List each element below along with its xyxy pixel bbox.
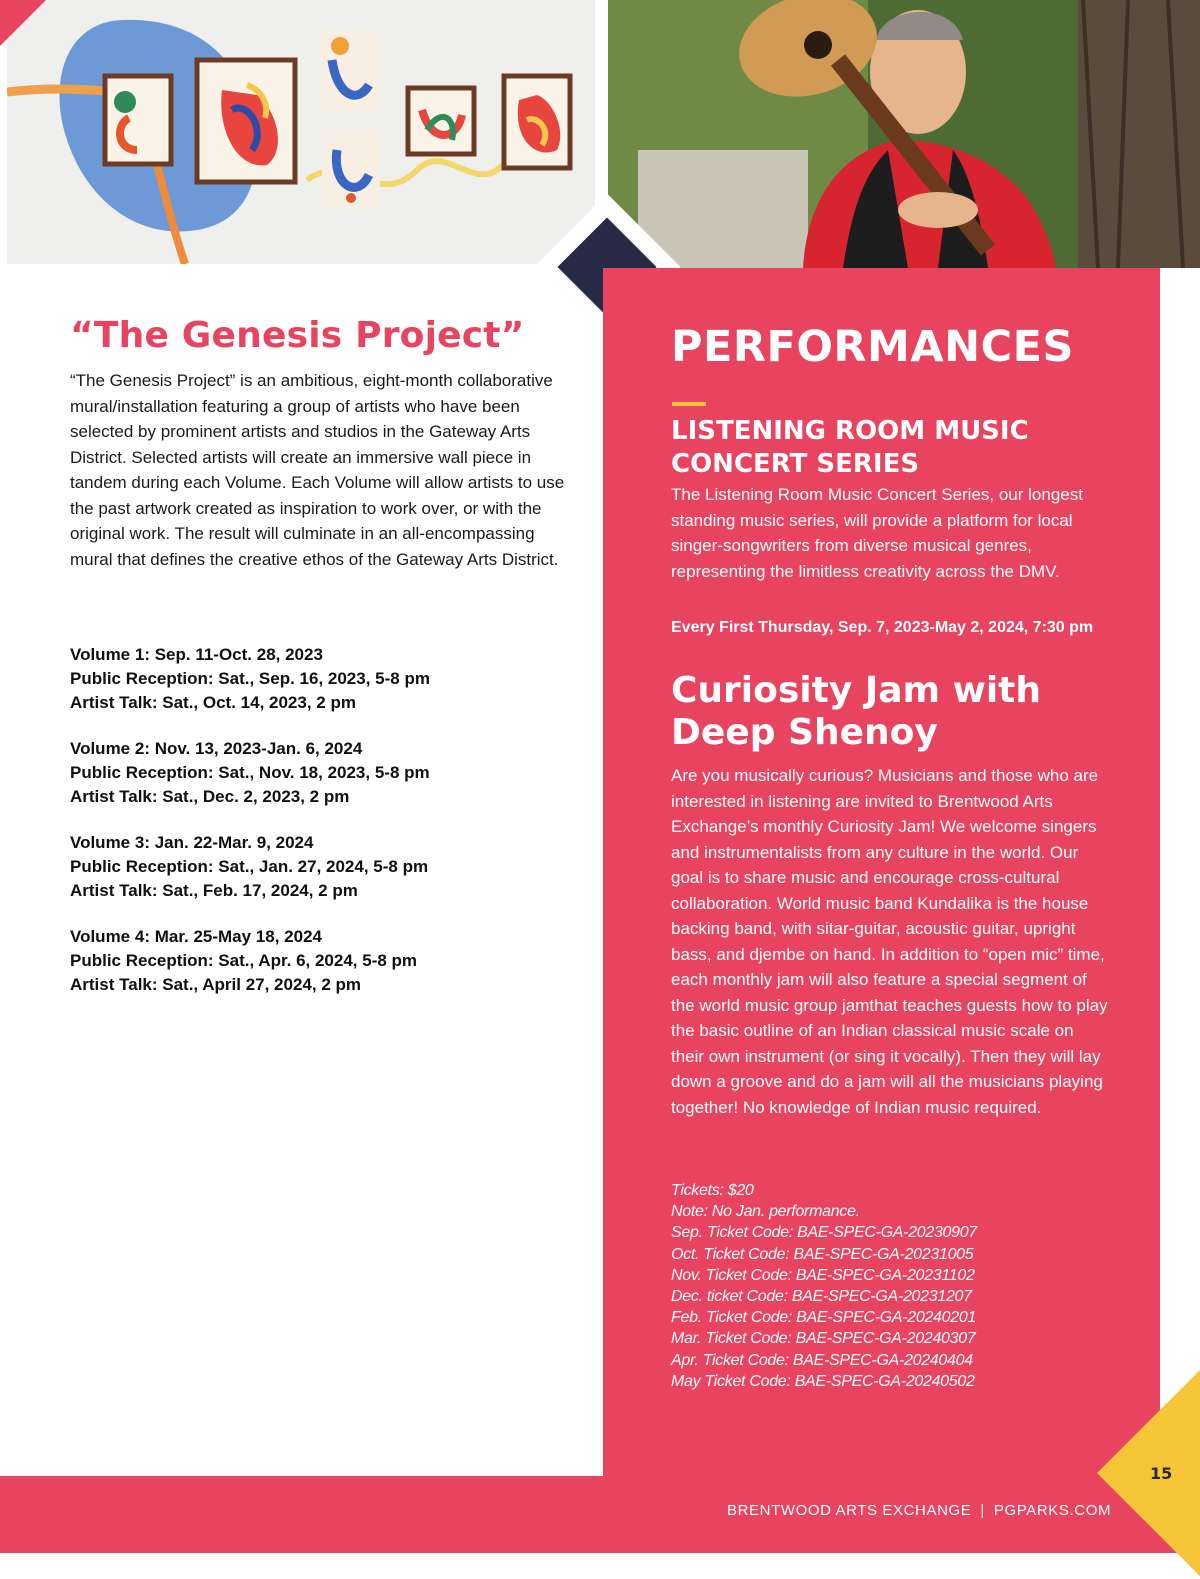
volume-3-schedule	[70, 831, 570, 903]
volume-artist-talk: Artist Talk: Sat., April 27, 2024, 2 pm	[70, 975, 361, 994]
footer	[727, 1502, 1111, 1519]
ticket-code: May Ticket Code: BAE-SPEC-GA-20240502	[671, 1372, 975, 1390]
gallery-photo	[7, 0, 595, 264]
volume-artist-talk: Artist Talk: Sat., Oct. 14, 2023, 2 pm	[70, 693, 356, 712]
ticket-code: Dec. ticket Code: BAE-SPEC-GA-20231207	[671, 1288, 972, 1306]
genesis-description: “The Genesis Project” is an ambitious, eight-month collaborative mural/installation featuring a group of artists who have been selected by prominent artists and studios in the Gateway Arts District. Selected artists will create an immersive wall piece in tandem during each Volume. Each Volume will allow artists to use the past artwork created as inspiration to work over, or with the original work. The result will culminate in an all-encompassing mural that defines the creative ethos of the Gateway Arts District.	[70, 371, 565, 569]
volume-dates: Volume 3: Jan. 22-Mar. 9, 2024	[70, 833, 314, 852]
footer-separator: |	[980, 1502, 985, 1519]
accent-dash	[672, 402, 706, 406]
series-description: The Listening Room Music Concert Series, our longest standing music series, will provide a platform for local singer-songwriters from diverse musical genres, representing the limitless creativity across the DMV.	[671, 485, 1083, 581]
volume-reception: Public Reception: Sat., Sep. 16, 2023, 5-8 pm	[70, 669, 430, 688]
corner-accent	[0, 0, 46, 46]
ticket-price: Tickets: $20	[671, 1182, 754, 1199]
footer-org: BRENTWOOD ARTS EXCHANGE	[727, 1502, 972, 1519]
page-number: 15	[1150, 1464, 1173, 1483]
ticket-info	[671, 1180, 1111, 1392]
volume-reception: Public Reception: Sat., Apr. 6, 2024, 5-8 pm	[70, 951, 418, 970]
volume-2-schedule	[70, 737, 570, 809]
volume-dates: Volume 1: Sep. 11-Oct. 28, 2023	[70, 645, 323, 664]
performer-photo	[608, 0, 1200, 268]
volume-reception: Public Reception: Sat., Jan. 27, 2024, 5-8 pm	[70, 857, 429, 876]
volume-reception: Public Reception: Sat., Nov. 18, 2023, 5-8 pm	[70, 763, 430, 782]
volume-artist-talk: Artist Talk: Sat., Feb. 17, 2024, 2 pm	[70, 881, 358, 900]
volume-4-schedule	[70, 925, 570, 997]
volume-dates: Volume 4: Mar. 25-May 18, 2024	[70, 927, 322, 946]
footer-site: PGPARKS.COM	[993, 1502, 1112, 1519]
series-title: LISTENING ROOM MUSIC CONCERT SERIES	[671, 416, 1029, 479]
ticket-code: Oct. Ticket Code: BAE-SPEC-GA-20231005	[671, 1245, 974, 1263]
jam-description: Are you musically curious? Musicians and those who are interested in listening are invited to Brentwood Arts Exchange’s monthly Curiosity Jam! We welcome singers and instrumentalists from any culture in the world. Our goal is to share music and encourage cross-cultural collaboration. World music band Kundalika is the house backing band, with sitar-guitar, acoustic guitar, upright bass, and djembe on hand. In addition to “open mic” time, each monthly jam will also feature a special segment of the world music group jamthat teaches guests how to play the basic outline of an Indian classical music scale on their own instrument (or sing it vocally). Then they will lay down a groove and do a jam will all the musicians playing together! No knowledge of Indian music required.	[671, 766, 1108, 1117]
ticket-code: Feb. Ticket Code: BAE-SPEC-GA-20240201	[671, 1309, 977, 1327]
series-schedule: Every First Thursday, Sep. 7, 2023-May 2, 2024, 7:30 pm	[671, 619, 1094, 636]
volume-dates: Volume 2: Nov. 13, 2023-Jan. 6, 2024	[70, 739, 363, 758]
ticket-code: Nov. Ticket Code: BAE-SPEC-GA-20231102	[671, 1266, 975, 1284]
volume-1-schedule	[70, 643, 570, 715]
jam-title: Curiosity Jam with Deep Shenoy	[671, 670, 1042, 753]
performer-illustration	[608, 0, 1200, 268]
ticket-note: Note: No Jan. performance.	[671, 1203, 860, 1221]
volume-artist-talk: Artist Talk: Sat., Dec. 2, 2023, 2 pm	[70, 787, 350, 806]
genesis-title: “The Genesis Project”	[70, 315, 525, 356]
ticket-code: Mar. Ticket Code: BAE-SPEC-GA-20240307	[671, 1330, 976, 1348]
ticket-code: Sep. Ticket Code: BAE-SPEC-GA-20230907	[671, 1224, 977, 1242]
ticket-code: Apr. Ticket Code: BAE-SPEC-GA-20240404	[671, 1351, 973, 1369]
performances-heading: PERFORMANCES	[671, 322, 1074, 372]
gallery-illustration	[7, 0, 595, 264]
